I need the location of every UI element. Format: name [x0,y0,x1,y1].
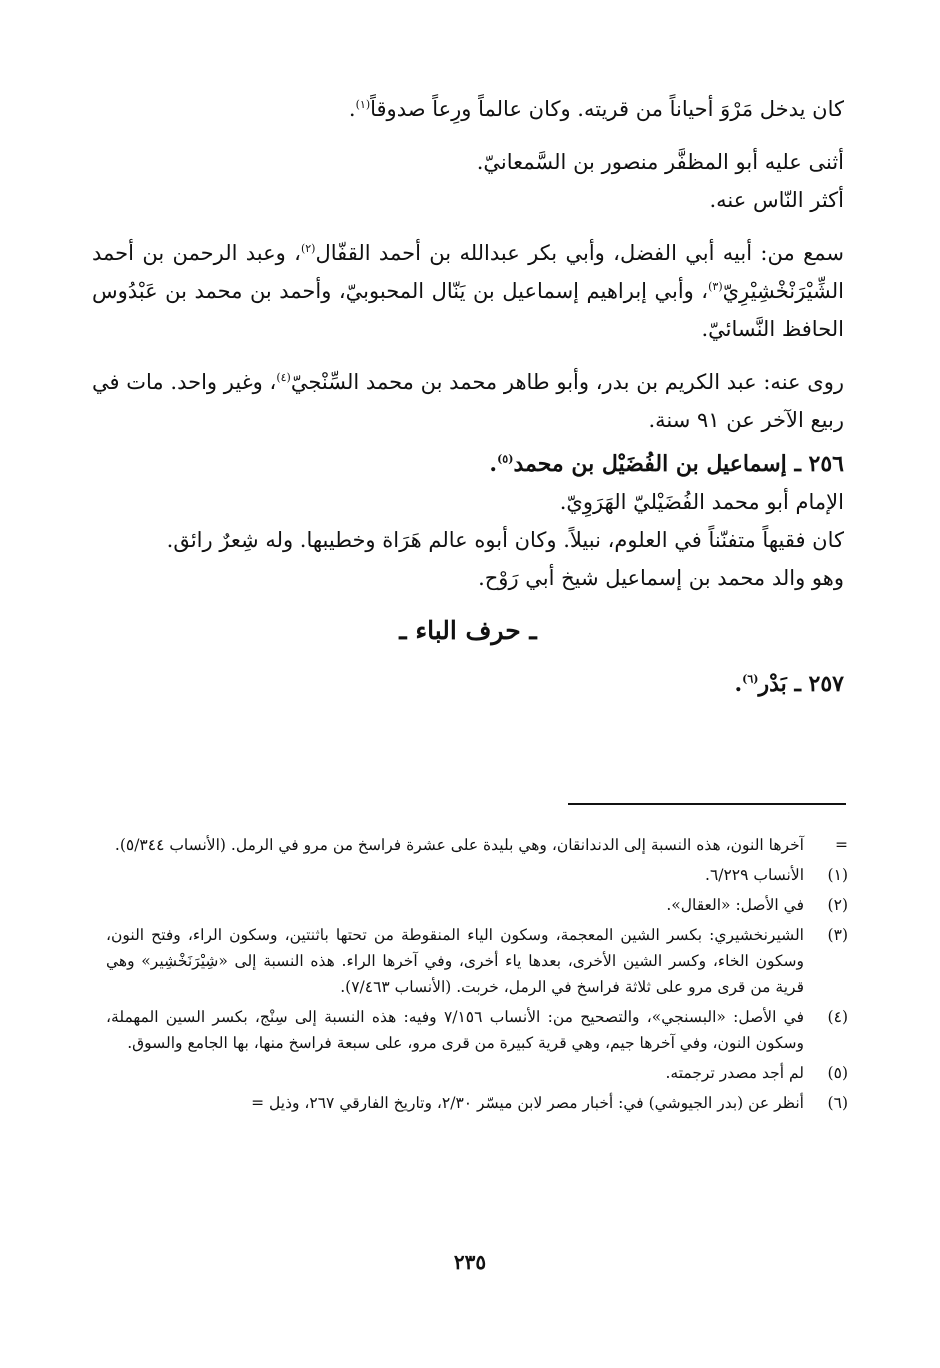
paragraph-praise: أثنى عليه أبو المظفَّر منصور بن السَّمعانيّ. [476,150,844,174]
footnote-mark: (١) [827,866,848,884]
footnote-6 [106,1090,848,1116]
footnote-4 [106,1004,848,1056]
main-text [92,90,844,703]
entry-256-kunya: الإمام أبو محمد الفُضَيْليّ الهَرَوِيّ. [559,490,844,514]
footnote-mark: (٦) [827,1094,848,1112]
footnote-ref-3[interactable]: (٣) [708,280,723,293]
footnote-text: في الأصل: «العقال». [666,896,804,914]
entry-heading-text: ٢٥٦ ـ إسماعيل بن الفُضَيْل بن محمد [513,451,844,477]
footnote-mark: = [835,836,848,854]
chapter-heading: ـ حرف الباء ـ [399,616,537,645]
footnote-1 [106,862,848,888]
page-number: ٢٣٥ [453,1250,487,1274]
footnote-3 [106,922,848,1000]
paragraph-narrators: أكثر النّاس عنه. [709,188,844,212]
footnote-text: الشيرنخشيري: بكسر الشين المعجمة، وسكون الياء المنقوطة من تحتها باثنتين، وسكون الراء، وفتح النون، وسكون الخاء، وكسر الشين الأخرى، بعدها ياء أخرى، وفي آخرها الراء. هذه النسبة إلى «شِيْرَنَخْشِير» وهي قرية من قرى مرو على ثلاثة فراسخ في الرمل، خربت. (الأنساب ٧/٤٦٣). [106,926,804,996]
footnote-mark: (٢) [827,896,848,914]
paragraph-students [92,363,844,439]
entry-heading-text: ٢٥٧ ـ بَدْر [758,671,844,697]
footnote-continuation [106,832,848,858]
entry-256-title [92,445,844,483]
footnote-text: آخرها النون، هذه النسبة إلى الدندانقان، وهي بليدة على عشرة فراسخ من مرو في الرمل. (الأنساب ٥/٣٤٤). [114,836,804,854]
footnote-separator [568,803,846,805]
footnote-ref-1[interactable]: (١) [355,98,371,111]
paragraph-text: سمع من: أبيه أبي الفضل، وأبي بكر عبدالله بن أحمد القفّال [315,241,844,265]
period: . [489,451,498,477]
footnote-mark: (٥) [827,1064,848,1082]
paragraph-text: ، وأبي إبراهيم إسماعيل بن يَنّال المحبوبيّ، وأحمد بن محمد بن عَبْدُوس الحافظ النَّسائيّ. [92,279,844,341]
footnote-ref-2[interactable]: (٢) [300,242,316,255]
spacer [92,128,844,143]
spacer [92,219,844,234]
footnote-ref-6[interactable]: (٦) [742,672,759,686]
footnote-2 [106,892,848,918]
entry-256-son: وهو والد محمد بن إسماعيل شيخ أبي رَوْح. [478,566,844,590]
entry-257-title [92,665,844,703]
footnote-text: لم أجد مصدر ترجمته. [665,1064,804,1082]
footnote-text: أنظر عن (بدر الجيوشي) في: أخبار مصر لابن ميسّر ٢/٣٠، وتاريخ الفارقي ٢٦٧، وذيل = [251,1094,804,1112]
footnote-5 [106,1060,848,1086]
footnotes [106,832,848,1120]
paragraph-text: كان يدخل مَرْوَ أحياناً من قريته. وكان عالماً ورِعاً صدوقاً [370,97,844,121]
spacer [92,348,844,363]
period: . [348,97,356,121]
footnote-ref-4[interactable]: (٤) [276,371,291,384]
footnote-ref-5[interactable]: (٥) [497,452,514,466]
entry-256-description: كان فقيهاً متفنّناً في العلوم، نبيلاً. وكان أبوه عالم هَرَاة وخطيبها. وله شِعرٌ رائق. [166,528,844,552]
paragraph-text: روى عنه: عبد الكريم بن بدر، وأبو طاهر محمد بن محمد السِّنْجيّ [290,370,845,394]
footnote-mark: (٣) [827,926,848,944]
footnote-text: الأنساب ٦/٢٢٩. [705,866,804,884]
footnote-text: في الأصل: «البسنجي»، والتصحيح من: الأنساب ٧/١٥٦ وفيه: هذه النسبة إلى سِنْج، بكسر السين المهملة، وسكون النون، وفي آخرها جيم، وهي قرية كبيرة من قرى مرو، على سبعة فراسخ منها، بها الجامع والسوق. [106,1008,805,1052]
period: . [734,671,743,697]
paragraph-teachers [92,234,844,348]
paragraph-mirw [92,90,844,128]
paragraph-text: ، وعبد الرحمن بن أحمد الشِّيْرَنْخْشِيْرِيّ [92,241,844,303]
paragraph-text: ، وغير واحد. مات في ربيع الآخر عن ٩١ سنة. [92,370,844,432]
footnote-mark: (٤) [827,1008,848,1026]
